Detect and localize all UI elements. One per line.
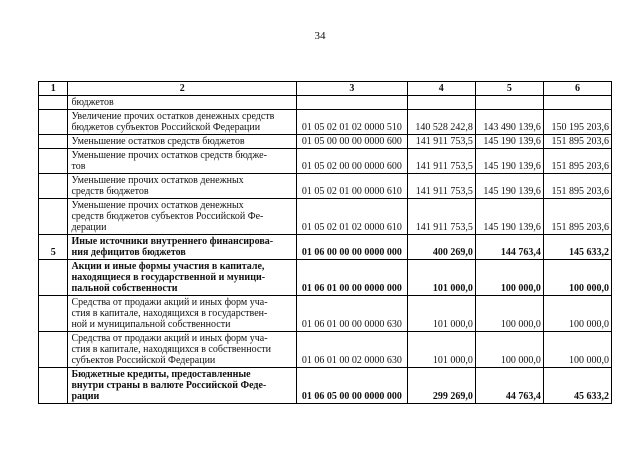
row-name-cell: Бюджетные кредиты, предоставленные внутри страны в валюте Российской Феде- рации bbox=[68, 368, 297, 404]
table-row bbox=[39, 96, 612, 110]
amount-cell: 145 633,2 bbox=[543, 235, 611, 260]
row-number-cell bbox=[39, 332, 68, 368]
budget-code-cell: 01 06 01 00 00 0000 000 bbox=[297, 260, 408, 296]
amount-cell: 145 190 139,6 bbox=[475, 135, 543, 149]
row-number-cell bbox=[39, 296, 68, 332]
amount-cell: 145 190 139,6 bbox=[475, 174, 543, 199]
row-number-cell bbox=[39, 96, 68, 110]
row-number-cell bbox=[39, 135, 68, 149]
budget-code-cell: 01 06 05 00 00 0000 000 bbox=[297, 368, 408, 404]
amount-cell: 44 763,4 bbox=[475, 368, 543, 404]
amount-cell: 141 911 753,5 bbox=[407, 149, 475, 174]
row-number-cell bbox=[39, 199, 68, 235]
row-name-cell: Уменьшение прочих остатков денежных средств бюджетов bbox=[68, 174, 297, 199]
amount-cell: 144 763,4 bbox=[475, 235, 543, 260]
amount-cell: 141 911 753,5 bbox=[407, 174, 475, 199]
budget-code-cell: 01 05 02 01 02 0000 610 bbox=[297, 199, 408, 235]
amount-cell: 100 000,0 bbox=[543, 260, 611, 296]
row-number-cell bbox=[39, 174, 68, 199]
table-row bbox=[39, 110, 612, 135]
amount-cell: 145 190 139,6 bbox=[475, 199, 543, 235]
budget-code-cell: 01 05 02 01 00 0000 610 bbox=[297, 174, 408, 199]
row-name-cell: Средства от продажи акций и иных форм уча- стия в капитале, находящихся в государствен- ной и муниципальной собственности bbox=[68, 296, 297, 332]
budget-code-cell: 01 06 01 00 02 0000 630 bbox=[297, 332, 408, 368]
row-name-cell: Акции и иные формы участия в капитале, находящиеся в государственной и муници- пальной собственности bbox=[68, 260, 297, 296]
amount-cell: 151 895 203,6 bbox=[543, 135, 611, 149]
table-row bbox=[39, 332, 612, 368]
amount-cell: 143 490 139,6 bbox=[475, 110, 543, 135]
amount-cell: 141 911 753,5 bbox=[407, 199, 475, 235]
table-row bbox=[39, 199, 612, 235]
row-name-cell: бюджетов bbox=[68, 96, 297, 110]
amount-cell: 151 895 203,6 bbox=[543, 174, 611, 199]
amount-cell bbox=[543, 96, 611, 110]
table-header-row bbox=[39, 82, 612, 96]
amount-cell: 400 269,0 bbox=[407, 235, 475, 260]
row-number-cell bbox=[39, 260, 68, 296]
row-name-cell: Средства от продажи акций и иных форм уча- стия в капитале, находящихся в собственности субъектов Российской Федерации bbox=[68, 332, 297, 368]
table-row bbox=[39, 149, 612, 174]
budget-code-cell: 01 05 00 00 00 0000 600 bbox=[297, 135, 408, 149]
row-name-cell: Уменьшение прочих остатков денежных средств бюджетов субъектов Российской Фе- дерации bbox=[68, 199, 297, 235]
amount-cell: 100 000,0 bbox=[543, 296, 611, 332]
row-number-cell: 5 bbox=[39, 235, 68, 260]
amount-cell: 100 000,0 bbox=[543, 332, 611, 368]
row-name-cell: Иные источники внутреннего финансирова- ния дефицитов бюджетов bbox=[68, 235, 297, 260]
amount-cell: 140 528 242,8 bbox=[407, 110, 475, 135]
amount-cell: 299 269,0 bbox=[407, 368, 475, 404]
budget-code-cell bbox=[297, 96, 408, 110]
row-name-cell: Уменьшение остатков средств бюджетов bbox=[68, 135, 297, 149]
row-name-cell: Увеличение прочих остатков денежных средств бюджетов субъектов Российской Федерации bbox=[68, 110, 297, 135]
amount-cell: 101 000,0 bbox=[407, 260, 475, 296]
row-number-cell bbox=[39, 368, 68, 404]
amount-cell: 100 000,0 bbox=[475, 260, 543, 296]
row-number-cell bbox=[39, 110, 68, 135]
table-row bbox=[39, 174, 612, 199]
budget-code-cell: 01 06 01 00 00 0000 630 bbox=[297, 296, 408, 332]
amount-cell: 101 000,0 bbox=[407, 296, 475, 332]
table-row bbox=[39, 260, 612, 296]
amount-cell bbox=[407, 96, 475, 110]
row-number-cell bbox=[39, 149, 68, 174]
column-header: 6 bbox=[543, 82, 611, 96]
amount-cell: 141 911 753,5 bbox=[407, 135, 475, 149]
amount-cell: 151 895 203,6 bbox=[543, 149, 611, 174]
table-row bbox=[39, 235, 612, 260]
table-row bbox=[39, 368, 612, 404]
page-number: 34 bbox=[314, 30, 326, 42]
amount-cell: 145 190 139,6 bbox=[475, 149, 543, 174]
amount-cell: 101 000,0 bbox=[407, 332, 475, 368]
column-header: 5 bbox=[475, 82, 543, 96]
budget-code-cell: 01 06 00 00 00 0000 000 bbox=[297, 235, 408, 260]
table-row bbox=[39, 296, 612, 332]
amount-cell: 150 195 203,6 bbox=[543, 110, 611, 135]
column-header: 4 bbox=[407, 82, 475, 96]
column-header: 2 bbox=[68, 82, 297, 96]
table-row bbox=[39, 135, 612, 149]
amount-cell: 45 633,2 bbox=[543, 368, 611, 404]
amount-cell: 100 000,0 bbox=[475, 332, 543, 368]
column-header: 1 bbox=[39, 82, 68, 96]
row-name-cell: Уменьшение прочих остатков средств бюдже- тов bbox=[68, 149, 297, 174]
budget-code-cell: 01 05 02 00 00 0000 600 bbox=[297, 149, 408, 174]
budget-sources-table bbox=[38, 81, 612, 404]
amount-cell: 100 000,0 bbox=[475, 296, 543, 332]
amount-cell: 151 895 203,6 bbox=[543, 199, 611, 235]
amount-cell bbox=[475, 96, 543, 110]
column-header: 3 bbox=[297, 82, 408, 96]
budget-code-cell: 01 05 02 01 02 0000 510 bbox=[297, 110, 408, 135]
